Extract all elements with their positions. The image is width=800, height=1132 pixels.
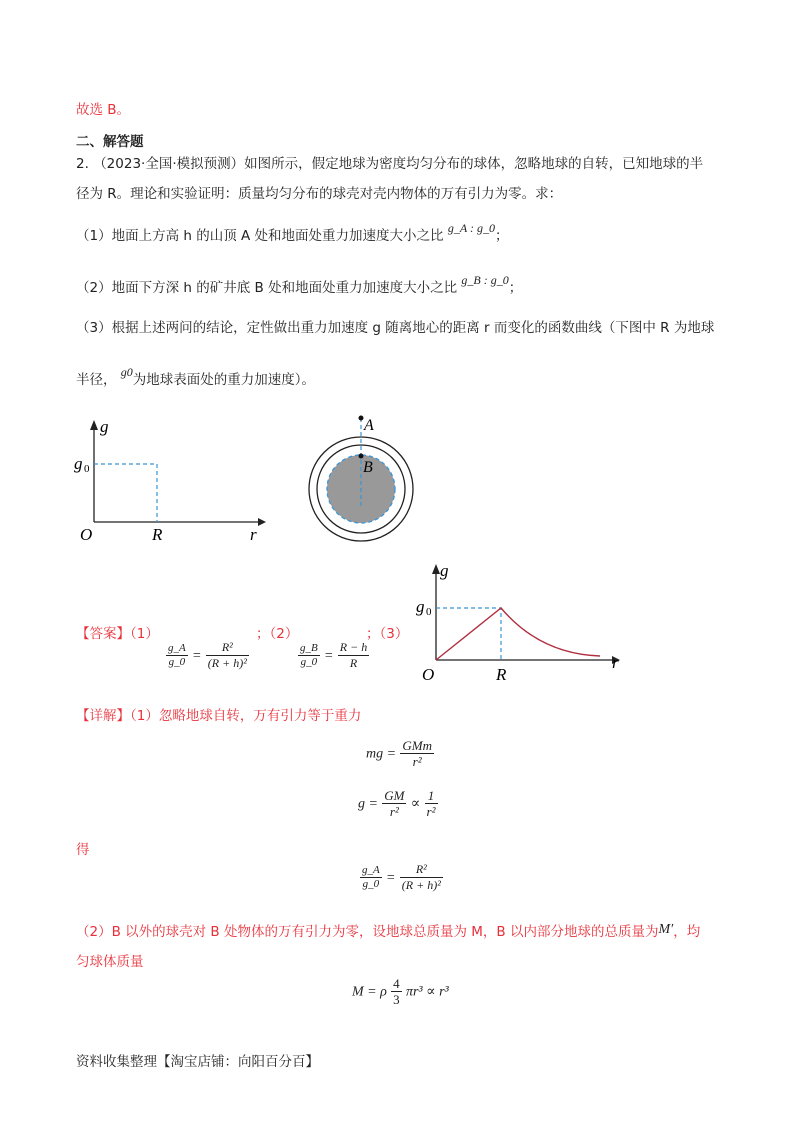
f1-den: (R + h)² [207,656,247,670]
eq3-ga: g_A [362,864,380,876]
answer-part2-label: ；（2） [256,626,299,642]
ans-y-label: g [440,561,449,580]
detail-mprime: M′ [658,922,674,937]
answer-label: 【答案】 [76,626,130,642]
question-stem-text1: 如图所示，假定地球为密度均匀分布的球体，忽略地球的自转，已知地球的半 [244,156,704,172]
g-curve [436,608,600,660]
dashed-guide [94,464,157,522]
eq1-den: r² [412,754,422,769]
eq3-den: (R + h)² [401,878,441,892]
answer-line [76,622,159,642]
figure-answer-curve [412,560,632,690]
part2-ratio: g_B : g_0 [461,273,509,287]
question-part3-line2 [76,365,316,388]
question-stem-line1 [76,152,703,172]
eq3-num: R² [400,862,443,878]
footer-text: 资料收集整理【淘宝店铺：向阳百分百】 [76,1054,319,1070]
eq4-lhs: M = ρ [352,984,387,1000]
section-title: 二、解答题 [76,134,144,150]
part3-text-post: 为地球表面处的重力加速度）。 [132,372,316,388]
part3-g0: g0 [120,365,133,379]
answer-formula2: $\frac{g\_B}{g\_0}$ = $\frac{R - h}{R}$ [300,640,368,670]
eq1-lhs: mg = [366,746,397,762]
detail-part2-text2: ，均 [673,924,701,940]
eq2-den: r² [389,804,399,819]
B-label: B [363,459,373,476]
f1-ga: g_A [168,642,186,654]
point-B [359,454,364,459]
part2-end: ； [508,280,523,296]
question-source: （2023·全国·模拟预测） [93,156,245,172]
ans-r-label: r [612,653,619,672]
part1-text: （1）地面上方高 h 的山顶 A 处和地面处重力加速度大小之比 [76,228,444,244]
detail-part1 [76,704,361,724]
figure-axes [70,410,270,550]
detail-label: 【详解】 [76,708,130,724]
answer-part3-label: ；（3） [366,626,409,642]
r-label: r [250,525,257,544]
y-label: g [100,417,109,436]
y-axis-arrow [90,420,98,430]
question-stem-line2: 径为 R。理论和实验证明：质量均匀分布的球壳对壳内物体的万有引力为零。求： [76,186,563,202]
A-label: A [364,417,374,434]
eq2-lhs: g = [358,796,378,812]
ans-y-arrow [432,564,440,574]
point-A [359,416,364,421]
question-part3-line1: （3）根据上述两问的结论，定性做出重力加速度 g 随离地心的距离 r 而变化的函数曲线（下图中 R 为地球 [76,320,715,336]
detail-de: 得 [76,842,90,858]
R-label: R [152,525,163,544]
answer-formula1: $\frac{g\_A}{g\_0}$ = $\frac{\text{R²}}{\text{(R + h)²}}$ [168,640,247,670]
g0-label: g [74,454,83,473]
detail-part1-text: （1）忽略地球自转，万有引力等于重力 [130,708,362,724]
detail-part2-line1 [76,920,700,941]
detail-part2-line2: 匀球体质量 [76,954,144,970]
question-part2 [76,273,523,296]
ans-origin-label: O [422,665,435,684]
f1-num: R² [206,640,249,656]
equation-1 [366,738,434,769]
equation-4 [352,976,449,1007]
ans-g0-sub: 0 [426,606,432,618]
figure-earth [300,410,420,560]
equation-3: $\frac{g\_A}{g\_0}$ = $\frac{\text{R²}}{\text{(R + h)²}}$ [362,862,441,892]
f2-g0: g_0 [300,656,318,668]
part3-text-pre: 半径， [76,372,117,388]
part1-ratio: g_A : g_0 [447,221,495,235]
eq4-rhs: πr³ ∝ r³ [405,984,449,1000]
f2-num: R − h [339,640,368,654]
prev-choice: 故选 B。 [76,102,131,118]
part2-text: （2）地面下方深 h 的矿井底 B 处和地面处重力加速度大小之比 [76,280,458,296]
eq2-prop: ∝ [410,796,421,812]
ans-g0-label: g [416,597,425,616]
eq4-num: 4 [393,976,400,991]
question-number: 2. [76,156,89,172]
question-part1 [76,221,509,244]
f2-den: R [349,656,358,670]
eq3-g0: g_0 [362,878,380,890]
eq1-num: GMm [402,738,432,753]
g0-sub: 0 [84,463,90,475]
equation-2 [358,788,438,819]
x-axis-arrow [258,518,266,526]
eq2-num: GM [384,788,405,803]
ans-R-label: R [496,665,507,684]
eq4-den: 3 [393,992,400,1007]
f2-gb: g_B [300,642,318,654]
f1-g0: g_0 [168,656,186,668]
part1-end: ； [494,228,509,244]
eq2-den2: r² [426,804,436,819]
detail-part2-text1: （2）B 以外的球壳对 B 处物体的万有引力为零，设地球总质量为 M，B 以内部分地球的总质量为 [76,924,659,940]
origin-label: O [80,525,93,544]
eq2-num2: 1 [425,788,438,804]
answer-part1-label: （1） [130,626,159,642]
